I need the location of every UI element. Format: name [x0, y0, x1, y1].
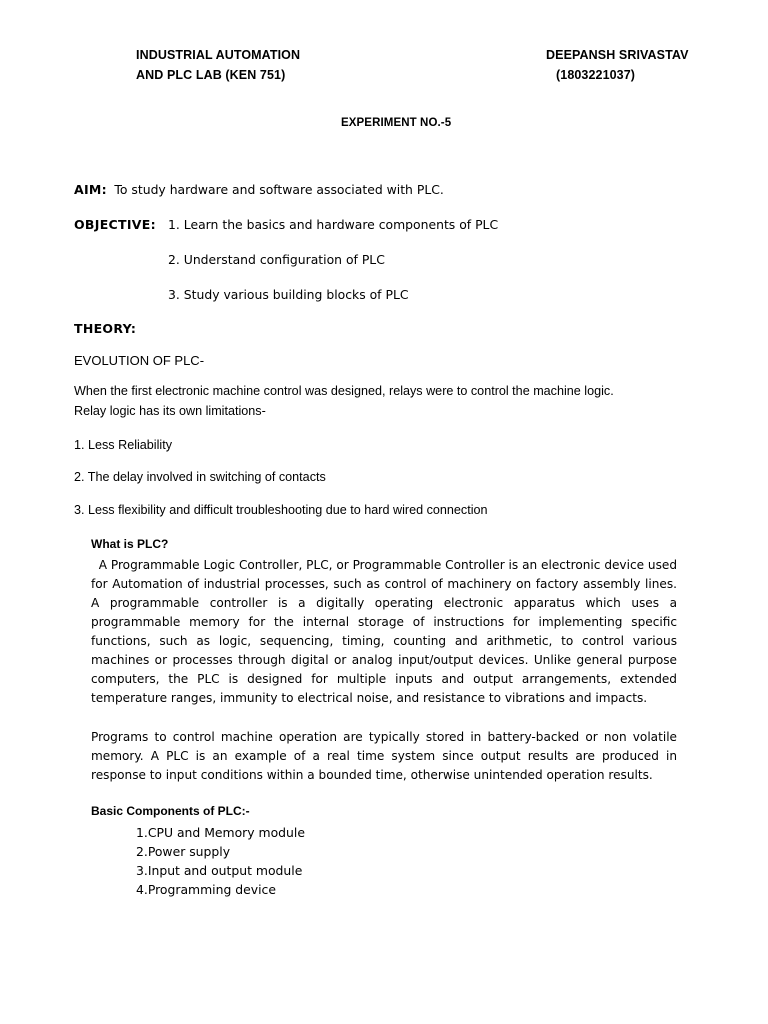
objective-item-2: 2. Understand configuration of PLC — [168, 252, 385, 267]
aim-row — [74, 181, 444, 199]
course-title-line2: AND PLC LAB (KEN 751) — [136, 68, 286, 82]
what-is-plc-paragraph-2: Programs to control machine operation are typically stored in battery-backed or non volatile memory. A PLC is an example of a real time system since output results are produced in response to input conditions within a bounded time, otherwise unintended operation results. — [91, 730, 677, 782]
what-is-plc-paragraph-1: A Programmable Logic Controller, PLC, or Programmable Controller is an electronic device used for Automation of industrial processes, such as control of machinery on factory assembly lines. A programmable controller is a digitally operating electronic apparatus which uses a programmable memory for the internal storage of instructions for implementing specific functions, such as logic, sequencing, timing, counting and arithmetic, to control various machines or processes through digital or analog input/output devices. Unlike general purpose computers, the PLC is designed for multiple inputs and output arrangements, extended temperature ranges, immunity to electrical noise, and resistance to vibrations and impacts. — [91, 558, 677, 705]
components-heading: Basic Components of PLC:- — [91, 804, 250, 818]
experiment-title: EXPERIMENT NO.-5 — [341, 117, 452, 129]
component-item-2: 2.Power supply — [136, 844, 231, 859]
aim-label: AIM: — [74, 182, 107, 197]
objective-item-1: 1. Learn the basics and hardware components of PLC — [168, 217, 499, 232]
evolution-intro-line2: Relay logic has its own limitations- — [74, 404, 266, 418]
limitation-item-3: 3. Less flexibility and difficult troubleshooting due to hard wired connection — [74, 503, 488, 517]
limitation-item-2: 2. The delay involved in switching of contacts — [74, 470, 326, 484]
theory-label: THEORY: — [74, 321, 137, 336]
objective-item-3: 3. Study various building blocks of PLC — [168, 287, 409, 302]
student-id: (1803221037) — [556, 68, 636, 82]
objective-label: OBJECTIVE: — [74, 217, 156, 232]
component-item-4: 4.Programming device — [136, 882, 276, 897]
evolution-heading: EVOLUTION OF PLC- — [74, 353, 205, 368]
aim-text: To study hardware and software associated with PLC. — [114, 182, 444, 197]
limitation-item-1: 1. Less Reliability — [74, 438, 172, 452]
component-item-3: 3.Input and output module — [136, 863, 303, 878]
student-name: DEEPANSH SRIVASTAV — [546, 48, 689, 62]
component-item-1: 1.CPU and Memory module — [136, 825, 305, 840]
what-is-plc-heading: What is PLC? — [91, 537, 169, 551]
evolution-intro-line1: When the first electronic machine control was designed, relays were to control the machine logic. — [74, 384, 614, 398]
course-title-line1: INDUSTRIAL AUTOMATION — [136, 48, 301, 62]
